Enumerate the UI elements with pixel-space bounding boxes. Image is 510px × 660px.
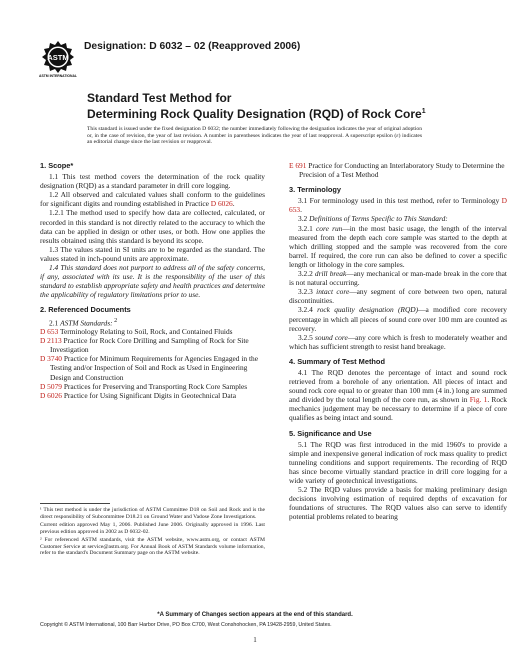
ref-d2113: D 2113 Practice for Rock Core Drilling and Sampling of Rock for Site Investigation	[40, 336, 249, 355]
para-1-4: 1.4 This standard does not purport to address all of the safety concerns, if any, associated with its use. It is the responsibility of the user of this standard to establish appropriate safety and health practices and determine the applicability of regulatory limitations prior to use.	[40, 263, 265, 300]
para-3-2-3: 3.2.3 intact core—any segment of core between two open, natural discontinuities.	[289, 287, 507, 306]
logo-text: ASTM INTERNATIONAL	[39, 74, 77, 78]
para-3-1: 3.1 For terminology used in this test method, refer to Terminology D 653.	[289, 196, 507, 215]
para-1-3: 1.3 The values stated in SI units are to be regarded as the standard. The values stated in inch-pound units are approximate.	[40, 244, 265, 263]
section-4-heading: 4. Summary of Test Method	[289, 356, 385, 366]
footnote-1b: Current edition approved May 1, 2006. Published June 2006. Originally approved in 1996. Last previous edition approved in 2002 as D 6032-02.	[40, 521, 265, 535]
para-4-1: 4.1 The RQD denotes the percentage of intact and sound rock retrieved from a borehole of any orientation. All pieces of intact and sound rock core equal to or greater than 100 mm (4 in.) long are summed and divided by the total length of the core run, as shown in Fig. 1. Rock mechanics judgement may be necessary to determine if a piece of core qualifies as being intact and sound.	[289, 367, 508, 423]
section-5-heading: 5. Significance and Use	[289, 428, 372, 438]
para-1-1: 1.1 This test method covers the determination of the rock quality designation (RQD) as a standard parameter in drill core logging.	[40, 172, 265, 191]
para-3-2-4: 3.2.4 rock quality designation (RQD)—a modified core recovery percentage in which all pieces of sound core over 100 mm are counted as recovery.	[289, 305, 507, 333]
para-5-1: 5.1 The RQD was first introduced in the mid 1960's to provide a simple and inexpensive general indication of rock mass quality to predict tunneling conditions and support requirements. The recording of RQD has since become virtually standard practice in drill core logging for a wide variety of geotechnical investigations.	[289, 439, 507, 485]
para-1-2-1: 1.2.1 The method used to specify how data are collected, calculated, or recorded in this standard is not directly related to the accuracy to which the data can be applied in design or other uses, or both. How one applies the results obtained using this standard is beyond its scope.	[40, 208, 265, 245]
ref-d6026: D 6026 Practice for Using Significant Digits in Geotechnical Data	[40, 390, 237, 400]
para-2-1: 2.1 ASTM Standards: $^2$	[49, 317, 118, 327]
title-footnote-mark: 1	[421, 108, 426, 115]
left-column	[40, 161, 265, 400]
para-1-2: 1.2 All observed and calculated values shall conform to the guidelines for significant digits and rounding established in Practice D 6026.	[40, 190, 265, 209]
summary-of-changes-note: *A Summary of Changes section appears at the end of this standard.	[157, 612, 353, 618]
footnotes	[40, 507, 265, 558]
right-column	[289, 161, 507, 521]
document-title	[87, 92, 467, 121]
para-3-2: 3.2 Definitions of Terms Specific to This Standard:	[298, 214, 448, 224]
ref-d653: D 653 Terminology Relating to Soil, Rock, and Contained Fluids	[40, 327, 233, 337]
para-3-2-2: 3.2.2 drill break—any mechanical or man-made break in the core that is not natural occurring.	[289, 269, 507, 288]
ref-d3740: D 3740 Practice for Minimum Requirements for Agencies Engaged in the Testing and/or Inspection of Soil and Rock as Used in Engineering Design and Construction	[40, 354, 258, 382]
link-fig-1[interactable]: Fig. 1	[469, 395, 488, 405]
page-number: 1	[253, 636, 257, 644]
section-1-heading: 1. Scope*	[40, 161, 74, 170]
section-2-heading: 2. Referenced Documents	[40, 305, 131, 315]
designation: Designation: D 6032 – 02 (Reapproved 2006)	[84, 41, 301, 52]
copyright-line: Copyright © ASTM International, 100 Barr Harbor Drive, PO Box C700, West Conshohocken, PA 19428-2959, United States.	[40, 622, 332, 628]
link-d653[interactable]: D 653	[289, 196, 507, 215]
footnote-1: ¹ This test method is under the jurisdiction of ASTM Committee D18 on Soil and Rock and is the direct responsibility of Subcommittee D18.21 on Ground Water and Vadose Zone Investigations.	[40, 507, 265, 520]
para-5-2: 5.2 The RQD values provide a basis for making preliminary design decisions involving estimation of required depths of excavation for foundations of structures. The RQD values also can serve to identify potential problems related to bearing	[289, 485, 507, 522]
astm-logo	[41, 40, 75, 78]
section-3-heading: 3. Terminology	[289, 185, 342, 195]
issuance-notice: This standard is issued under the fixed designation D 6032; the number immediately following the designation indicates the year of original adoption or, in the case of revision, the year of last revision. A number in parentheses indicates the year of last reapproval. A superscript epsilon (ε) indicates an editorial change since the last revision or reapproval.	[87, 126, 422, 146]
para-3-2-5: 3.2.5 sound core—any core which is fresh to moderately weather and which has sufficient strength to resist hand breakage.	[289, 332, 507, 351]
footnote-2: ² For referenced ASTM standards, visit the ASTM website, www.astm.org, or contact ASTM Customer Service at service@astm.org. For Annual Book of ASTM Standards volume information, refer to the standard's Document Summary page on the ASTM website.	[40, 536, 265, 557]
footnote-rule	[40, 503, 110, 504]
svg-text:ASTM: ASTM	[47, 53, 69, 62]
ref-e691: E 691 Practice for Conducting an Interlaboratory Study to Determine the Precision of a Test Method	[289, 161, 505, 180]
link-d6026[interactable]: D 6026	[210, 199, 233, 209]
ref-d5079: D 5079 Practices for Preserving and Transporting Rock Core Samples	[40, 381, 248, 391]
title-line-2: Determining Rock Quality Designation (RQD) of Rock Core$^1$	[87, 107, 426, 121]
para-3-2-1: 3.2.1 core run—in the most basic usage, the length of the interval measured from the depth each core sample was started to the depth at which drilling stopped and the sample was recovered from the core barrel. If required, the core run can also be defined to cover a specific length or lithology in the core samples.	[289, 223, 507, 269]
title-line-1: Standard Test Method for	[87, 91, 232, 105]
